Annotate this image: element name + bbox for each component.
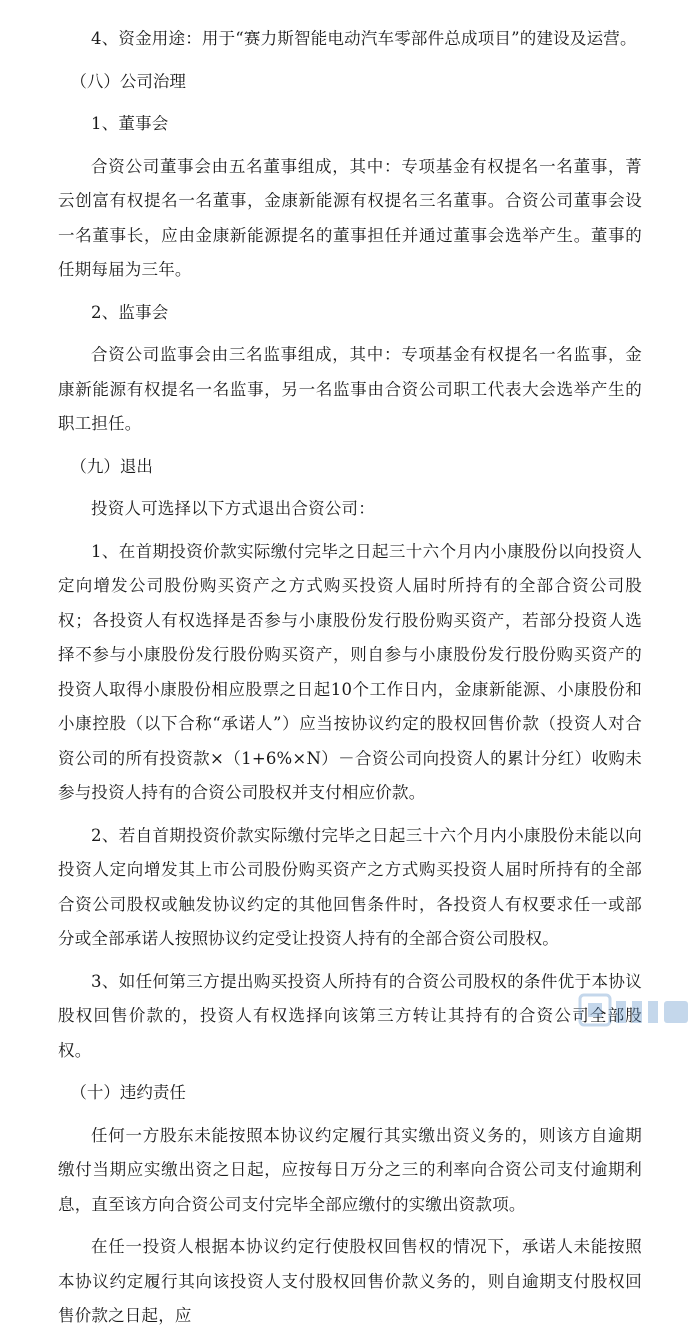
paragraph-liability-2: 在任一投资人根据本协议约定行使股权回售权的情况下，承诺人未能按照本协议约定履行其向该投资人支付股权回售价款义务的，则自逾期支付股权回售价款之日起，应 <box>58 1237 642 1325</box>
section-heading-governance: （八）公司治理 <box>70 71 186 91</box>
subheading-board: 1、董事会 <box>91 114 169 133</box>
paragraph-exit-2: 2、若自首期投资价款实际缴付完毕之日起三十六个月内小康股份未能以向投资人定向增发其上市公司股份购买资产之方式购买投资人届时所持有的全部合资公司股权或触发协议约定的其他回售条件时，各投资人有权要求任一或部分或全部承诺人按照协议约定受让投资人持有的全部合资公司股权。 <box>58 825 642 948</box>
watermark-logo-icon <box>576 985 694 1039</box>
paragraph-exit-intro: 投资人可选择以下方式退出合资公司： <box>91 499 375 518</box>
section-heading-exit: （九）退出 <box>70 456 153 476</box>
subheading-supervisors: 2、监事会 <box>91 302 169 322</box>
paragraph-fund-use: 4、资金用途：用于“赛力斯智能电动汽车零部件总成项目”的建设及运营。 <box>91 29 637 48</box>
paragraph-exit-3: 3、如任何第三方提出购买投资人所持有的合资公司股权的条件优于本协议股权回售价款的，投资人有权选择向该第三方转让其持有的合资公司全部股权。 <box>58 971 642 1060</box>
paragraph-liability-1: 任何一方股东未能按照本协议约定履行其实缴出资义务的，则该方自逾期缴付当期应实缴出资之日起，应按每日万分之三的利率向合资公司支付逾期利息，直至该方向合资公司支付完毕全部应缴付的实缴出资款项。 <box>58 1125 642 1214</box>
paragraph-supervisors: 合资公司监事会由三名监事组成，其中：专项基金有权提名一名监事，金康新能源有权提名一名监事，另一名监事由合资公司职工代表大会选举产生的职工担任。 <box>58 345 642 433</box>
paragraph-board: 合资公司董事会由五名董事组成，其中：专项基金有权提名一名董事，菁云创富有权提名一名董事，金康新能源有权提名三名董事。合资公司董事会设一名董事长，应由金康新能源提名的董事担任并通过董事会选举产生。董事的任期每届为三年。 <box>58 156 642 279</box>
section-heading-liability: （十）违约责任 <box>70 1083 186 1102</box>
paragraph-exit-1: 1、在首期投资价款实际缴付完毕之日起三十六个月内小康股份以向投资人定向增发公司股份购买资产之方式购买投资人届时所持有的全部合资公司股权；各投资人有权选择是否参与小康股份发行股份购买资产，若部分投资人选择不参与小康股份发行股份购买资产，则自参与小康股份发行股份购买资产的投资人取得小康股份相应股票之日起10个工作日内，金康新能源、小康股份和小康控股（以下合称“承诺人”）应当按协议约定的股权回售价款（投资人对合资公司的所有投资款×（1+6%×N）－合资公司向投资人的累计分红）收购未参与投资人持有的合资公司股权并支付相应价款。 <box>58 541 642 802</box>
document-page <box>58 22 642 1342</box>
